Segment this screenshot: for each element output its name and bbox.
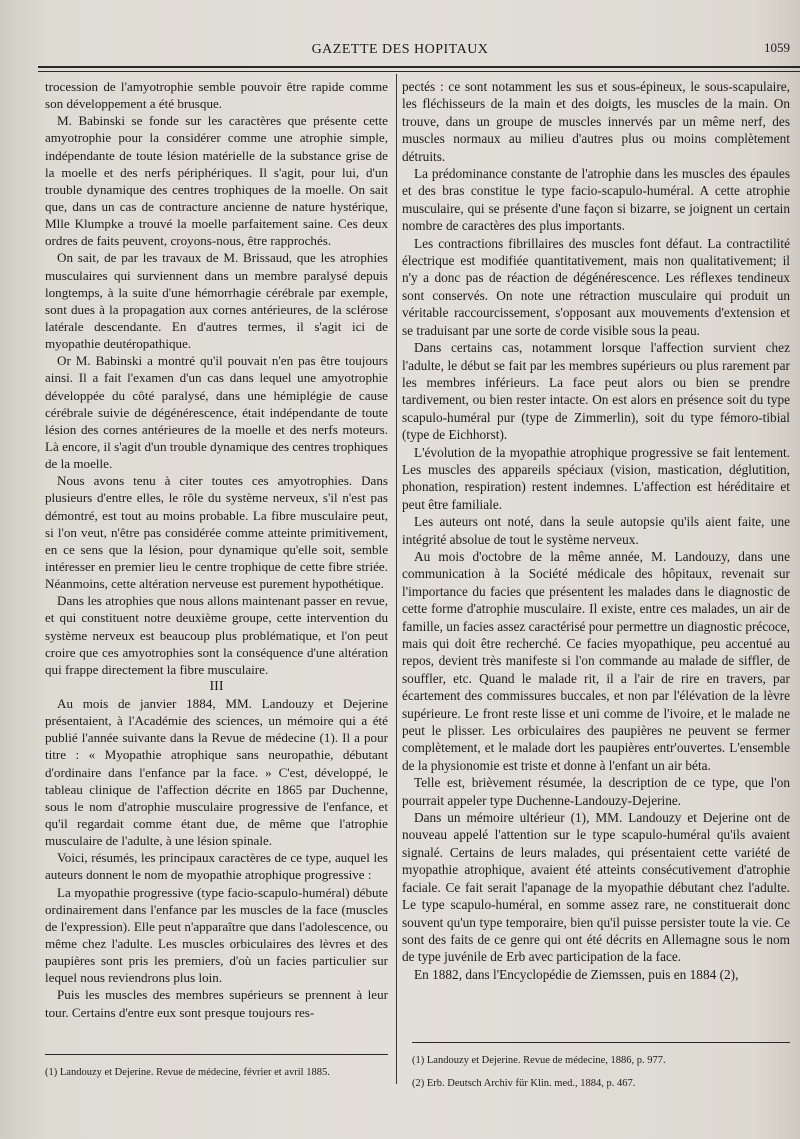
- paragraph: La myopathie progressive (type facio-scapulo-huméral) débute ordinairement dans l'enfance par les muscles de la face (muscles de l'expression). Elle peut n'apparaître que dans l'adolescence, ou même chez l'adulte. Les muscles orbiculaires des lèvres et des paupières sont pris les premiers, d'où un facies particulier sur lequel nous reviendrons plus loin.: [45, 884, 388, 986]
- paragraph: On sait, de par les travaux de M. Brissaud, que les atrophies musculaires qui surviennent dans un membre paralysé depuis longtemps, à la suite d'une hémorrhagie cérébrale par exemple, sont dues à la propagation aux cornes antérieures, de la sclérose latérale descendante. En d'autres termes, il s'agit ici de myopathie deutéropathique.: [45, 250, 388, 352]
- paragraph: Voici, résumés, les principaux caractères de ce type, auquel les auteurs donnent le nom de myopathie atrophique progressive :: [45, 850, 388, 883]
- header-rule-thin: [38, 71, 800, 72]
- column-divider: [396, 74, 397, 1084]
- paragraph: La prédominance constante de l'atrophie dans les muscles des épaules et des bras constitue le type facio-scapulo-huméral. A cette atrophie musculaire, qui se présente d'une façon si bizarre, se joignent un certain nombre de caractères des plus importants.: [402, 166, 790, 234]
- right-footnotes: [412, 1042, 790, 1101]
- left-column: [45, 78, 388, 1021]
- footnote-rule: [412, 1042, 790, 1043]
- paragraph: trocession de l'amyotrophie semble pouvoir être rapide comme son développement a été brusque.: [45, 79, 388, 112]
- paragraph: Nous avons tenu à citer toutes ces amyotrophies. Dans plusieurs d'entre elles, le rôle du système nerveux, s'il n'est pas démontré, est tout au moins probable. La fibre musculaire peut, si l'on veut, n'être pas considérée comme atteinte primitivement, en ce sens que la lésion, pour dynamique qu'elle soit, semble intéresser en premier lieu le centre trophique de cette fibre striée. Néanmoins, cette altération nerveuse est purement hypothétique.: [45, 473, 388, 592]
- paragraph: Dans les atrophies que nous allons maintenant passer en revue, et qui constituent notre deuxième groupe, cette intervention du système nerveux est beaucoup plus problématique, et l'on peut croire que ces amyotrophies sont la conséquence d'une altération qui frappe directement la fibre musculaire.: [45, 593, 388, 677]
- paragraph: Dans un mémoire ultérieur (1), MM. Landouzy et Dejerine ont de nouveau appelé l'attention sur le type scapulo-huméral qu'ils avaient signalé. Certains de leurs malades, qui présentaient cette variété de myopathie atrophique, avaient été atteints consécutivement d'atrophie faciale. Ce fait serait l'apanage de la myopathie débutant chez l'adulte. Le type scapulo-huméral, en somme assez rare, ne constituerait donc souvent qu'un type temporaire, bien qu'il puisse persister toute la vie. Ce sont des faits de ce genre qui ont été décrits en Allemagne sous le nom de type juvénile de Erb avec participation de la face.: [402, 810, 790, 965]
- page-header: [0, 38, 800, 62]
- paragraph: En 1882, dans l'Encyclopédie de Ziemssen, puis en 1884 (2),: [414, 966, 739, 982]
- right-column: [402, 78, 790, 983]
- paragraph: Dans certains cas, notamment lorsque l'affection survient chez l'adulte, le début se fait par les membres supérieurs ou plus rarement par les membres inférieurs. La face peut alors ou bien se prendre tardivement, ou bien rester intacte. On est alors en présence soit du type scapulo-huméral pur (type de Zimmerlin), soit du type fémoro-tibial (type de Eichhorst).: [402, 340, 790, 443]
- journal-title: GAZETTE DES HOPITAUX: [311, 42, 489, 57]
- footnote-rule: [45, 1054, 388, 1055]
- page-number: 1059: [764, 40, 790, 55]
- paragraph: Or M. Babinski a montré qu'il pouvait n'en pas être toujours ainsi. Il a fait l'examen d'un cas dans lequel une amyotrophie développée du côté paralysé, dans une hémiplégie de cause cérébrale suivie de dégénérescence, était indépendante de toute lésion des cornes antérieures de la moelle et des nerfs moteurs. Là encore, il s'agit d'un trouble dynamique des centres trophiques de la moelle.: [45, 353, 388, 472]
- left-footnotes: [45, 1054, 388, 1089]
- paragraph: Au mois d'octobre de la même année, M. Landouzy, dans une communication à la Société médicale des hôpitaux, revenait sur l'importance du facies que présentent les malades dans le diagnostic de cette forme d'atrophie musculaire. Il existe, entre ces malades, un air de famille, un facies assez caractérisé pour permettre un diagnostic précoce, mais qui doit être recherché. Ce facies myopathique, peu accentué au repos, devient très manifeste si l'on commande au malade de siffler, de souffler, etc. Quand le malade rit, il a l'air de rire en travers, par écartement des commissures buccales, et non par l'élévation de la lèvre supérieure. Le front reste lisse et uni comme de l'ivoire, et le malade ne peut le plisser. Les orbiculaires des paupières ne peuvent se fermer complètement, et le malade dort les paupières entr'ouvertes. L'ensemble de la physionomie est triste et donne à l'enfant un air béta.: [402, 548, 791, 773]
- paragraph: pectés : ce sont notamment les sus et sous-épineux, le sous-scapulaire, les fléchisseurs de la main et des doigts, les muscles de la main. On trouve, dans un groupe de muscles innervés par un même nerf, des muscles normaux au milieu d'autres plus ou moins complètement détruits.: [402, 79, 790, 164]
- footnote: (1) Landouzy et Dejerine. Revue de médecine, 1886, p. 977.: [412, 1054, 666, 1066]
- paragraph: Les auteurs ont noté, dans la seule autopsie qu'ils aient faite, une intégrité absolue de tout le système nerveux.: [402, 514, 790, 547]
- section-number: III: [209, 678, 224, 694]
- paragraph: Les contractions fibrillaires des muscles font défaut. La contractilité électrique est modifiée quantitativement, mais non qualitativement; il n'y a donc pas de réaction de dégénérescence. Les réflexes tendineux sont conservés. On note une rétraction musculaire qui produit un véritable raccourcissement, s'opposant aux mouvements d'extension et se traduisant par une sorte de corde visible sous la peau.: [402, 235, 790, 338]
- footnote: (1) Landouzy et Dejerine. Revue de médecine, février et avril 1885.: [45, 1066, 330, 1078]
- paragraph: Au mois de janvier 1884, MM. Landouzy et Dejerine présentaient, à l'Académie des sciences, un mémoire qui a été publié l'année suivante dans la Revue de médecine (1). Il a pour titre : « Myopathie atrophique sans neuropathie, débutant d'ordinaire dans l'enfance par la face. » C'est, développé, le tableau clinique de l'affection décrite en 1865 par Duchenne, sous le nom d'atrophie musculaire progressive de l'enfance, et qu'il regardait comme étant due, de même que l'atrophie musculaire de l'adulte, à une lésion spinale.: [45, 696, 388, 849]
- paragraph: Telle est, brièvement résumée, la description de ce type, que l'on pourrait appeler type Duchenne-Landouzy-Dejerine.: [402, 775, 790, 808]
- footnote: (2) Erb. Deutsch Archiv für Klin. med., 1884, p. 467.: [412, 1078, 636, 1089]
- paragraph: M. Babinski se fonde sur les caractères que présente cette amyotrophie pour la considérer comme une atrophie simple, indépendante de toute lésion matérielle de la substance grise de la moelle et des nerfs périphériques. Il s'agit, pour lui, d'un trouble dynamique des centres trophiques de la moelle. On sait que, dans un cas de contracture ancienne de nature hystérique, Mlle Klumpke a trouvé la moelle parfaitement saine. Ces deux ordres de faits peuvent, croyons-nous, être rapprochés.: [45, 113, 388, 249]
- paragraph: L'évolution de la myopathie atrophique progressive se fait lentement. Les muscles des appareils spéciaux (vision, mastication, déglutition, phonation, respiration) restent indemnes. L'affection est héréditaire et peut être familiale.: [402, 444, 790, 512]
- header-rule: [38, 66, 800, 68]
- paragraph: Puis les muscles des membres supérieurs se prennent à leur tour. Certains d'entre eux sont presque toujours res-: [45, 987, 388, 1020]
